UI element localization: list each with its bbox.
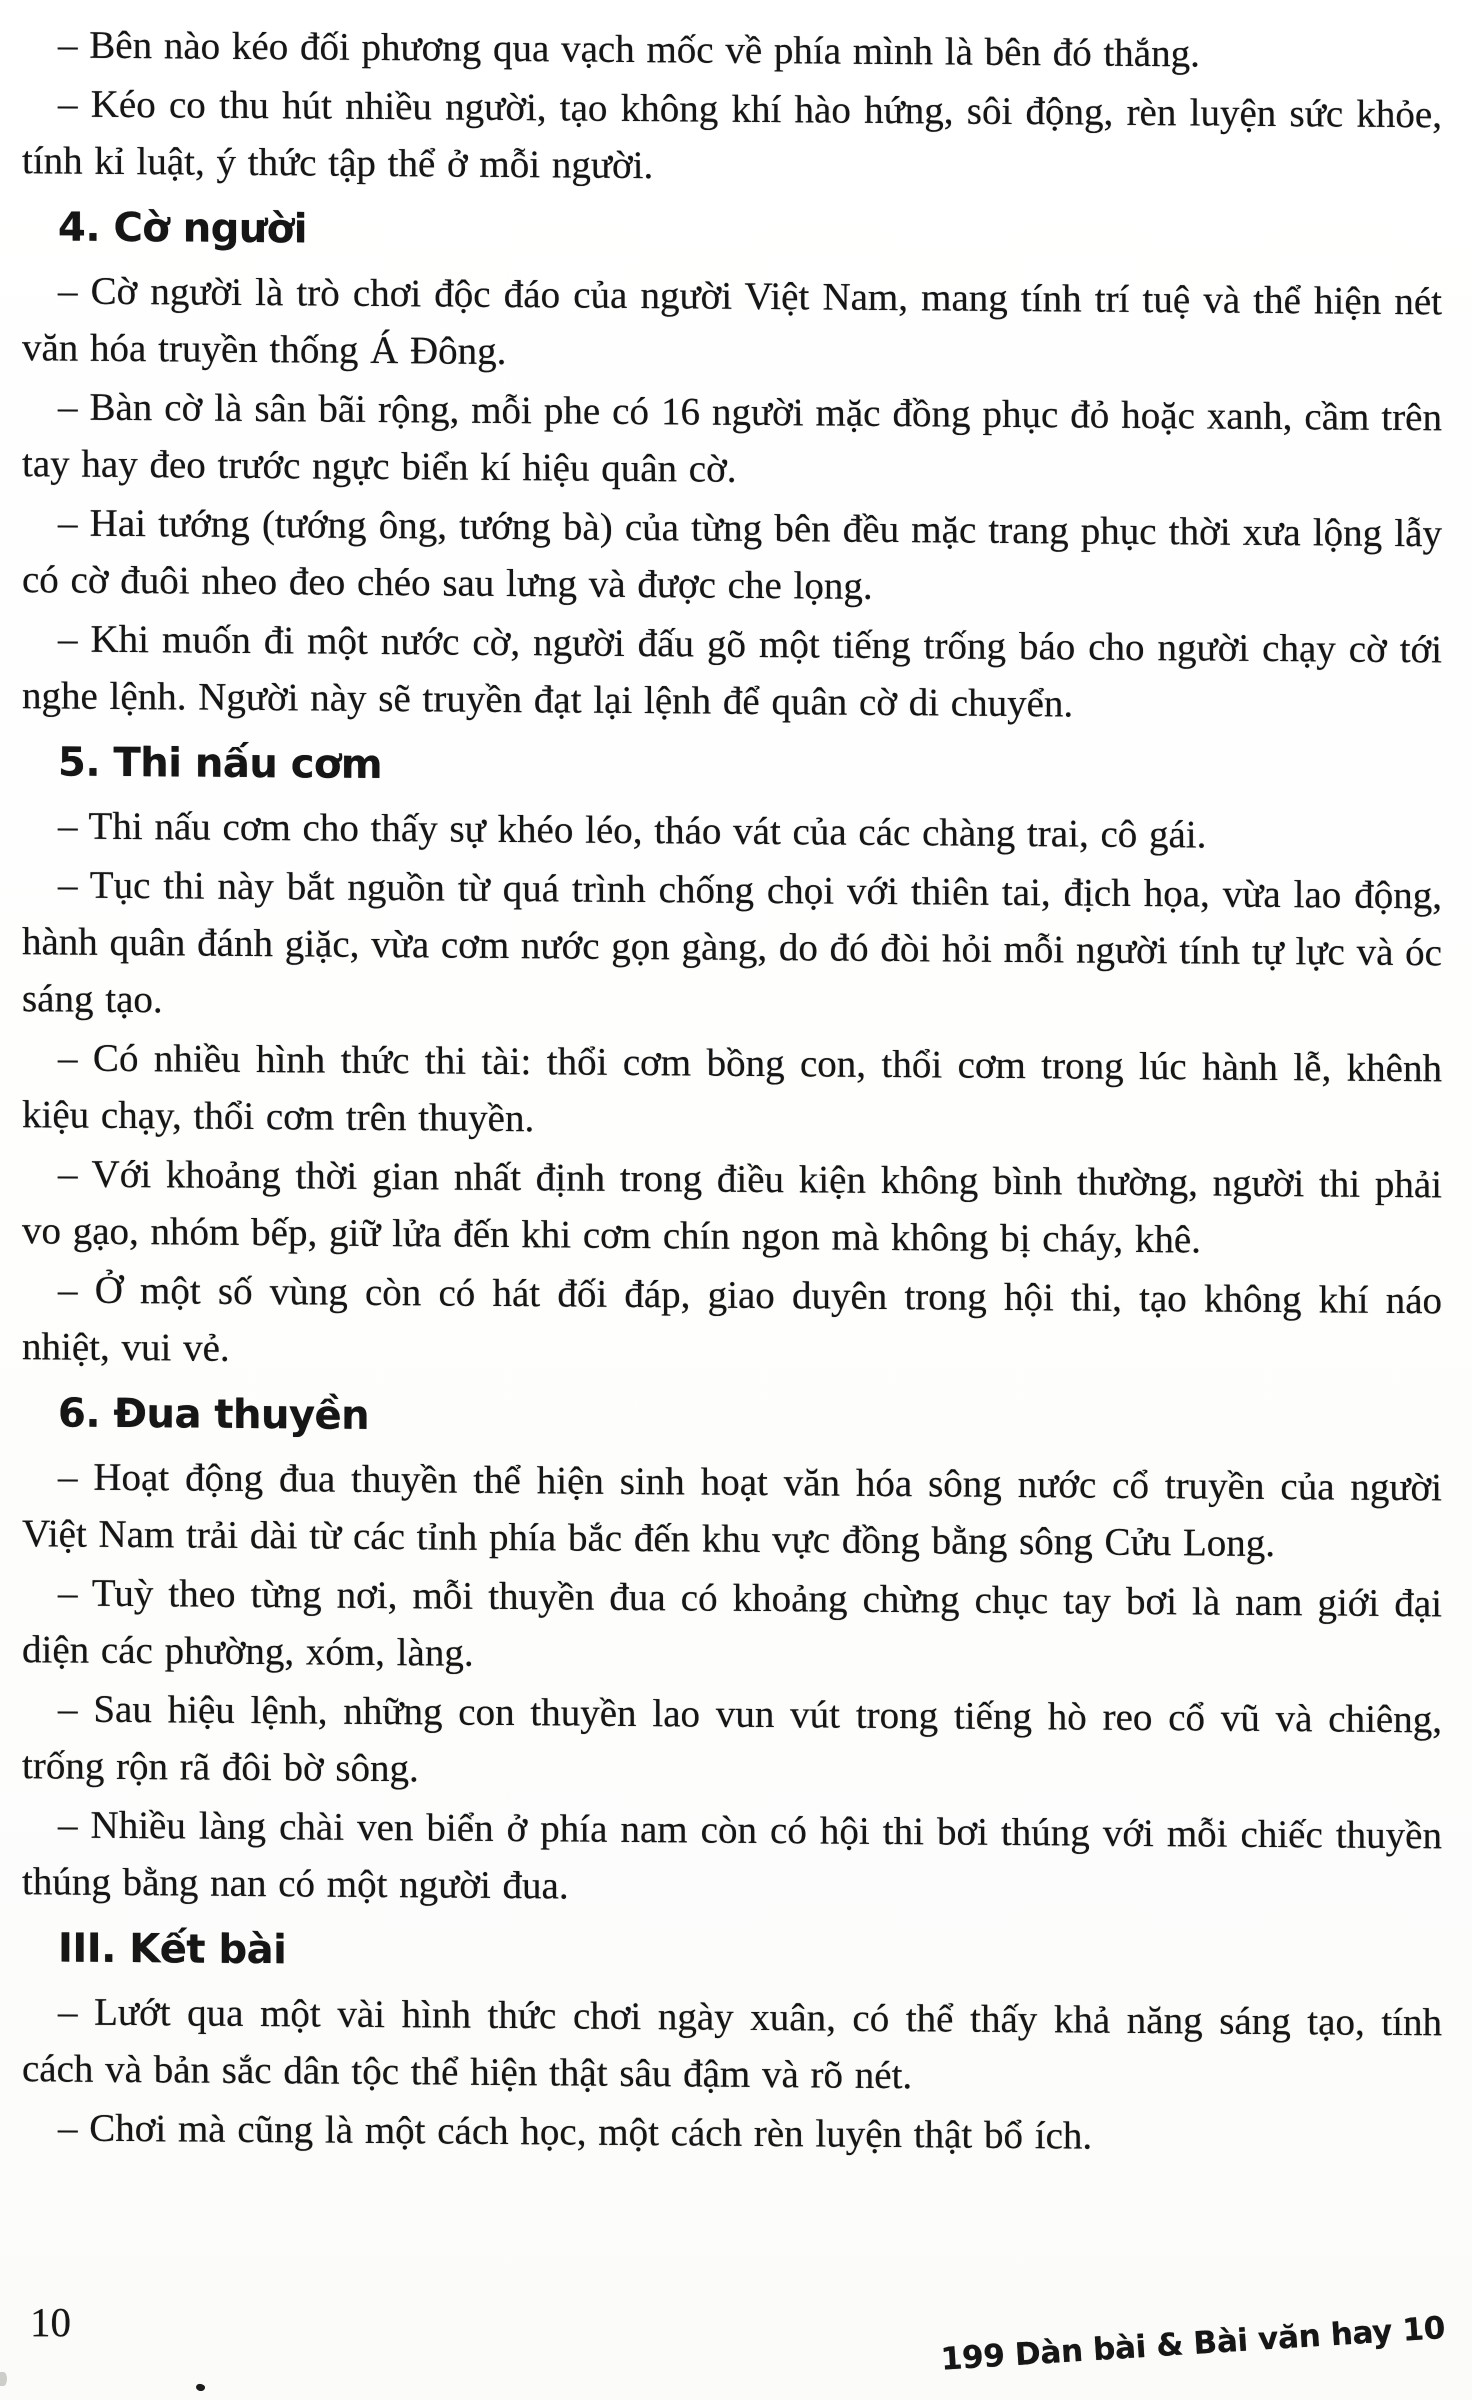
paragraph: – Có nhiều hình thức thi tài: thổi cơm bồng con, thổi cơm trong lúc hành lễ, khênh kiệu chạy, thổi cơm trên thuyền. xyxy=(22,1036,1442,1141)
scan-edge-smudge xyxy=(0,2372,7,2386)
paragraph: – Tuỳ theo từng nơi, mỗi thuyền đua có khoảng chừng chục tay bơi là nam giới đại diện các phường, xóm, làng. xyxy=(22,1571,1442,1675)
paragraph: – Lướt qua một vài hình thức chơi ngày xuân, có thể thấy khả năng sáng tạo, tính cách và bản sắc dân tộc thể hiện thật sâu đậm và rõ nét. xyxy=(22,1990,1442,2098)
section-heading-thi-nau-com: 5. Thi nấu cơm xyxy=(58,739,383,789)
page-footer xyxy=(0,2288,1472,2378)
paragraph: – Bên nào kéo đối phương qua vạch mốc về phía mình là bên đó thắng. xyxy=(58,23,1200,76)
section-heading-dua-thuyen: 6. Đua thuyền xyxy=(58,1390,370,1439)
paragraph: – Với khoảng thời gian nhất định trong điều kiện không bình thường, người thi phải vo gạo, nhóm bếp, giữ lửa đến khi cơm chín ngon mà không bị cháy, khê. xyxy=(22,1152,1442,1262)
paragraph: – Tục thi này bắt nguồn từ quá trình chống chọi với thiên tai, địch họa, vừa lao động, hành quân đánh giặc, vừa cơm nước gọn gàng, do đó đòi hỏi mỗi người tính tự lực và óc sáng tạo. xyxy=(22,863,1442,1022)
paragraph: – Nhiều làng chài ven biển ở phía nam còn có hội thi bơi thúng với mỗi chiếc thuyền thúng bằng nan có một người đua. xyxy=(22,1803,1442,1908)
paragraph: – Kéo co thu hút nhiều người, tạo không khí hào hứng, sôi động, rèn luyện sức khỏe, tính kỉ luật, ý thức tập thể ở mỗi người. xyxy=(22,82,1442,188)
paragraph: – Sau hiệu lệnh, những con thuyền lao vun vút trong tiếng hò reo cổ vũ và chiêng, trống rộn rã đôi bờ sông. xyxy=(22,1687,1442,1791)
paragraph: – Ở một số vùng còn có hát đối đáp, giao duyên trong hội thi, tạo không khí náo nhiệt, vui vẻ. xyxy=(22,1268,1442,1370)
scan-ink-dot xyxy=(195,2383,206,2392)
book-title-footer: 199 Dàn bài & Bài văn hay 10 xyxy=(939,2310,1446,2378)
section-heading-ket-bai: III. Kết bài xyxy=(58,1925,287,1974)
paragraph: – Bàn cờ là sân bãi rộng, mỗi phe có 16 người mặc đồng phục đỏ hoặc xanh, cầm trên tay hay đeo trước ngực biển kí hiệu quân cờ. xyxy=(22,385,1442,491)
paragraph: – Hai tướng (tướng ông, tướng bà) của từng bên đều mặc trang phục thời xưa lộng lẫy có cờ đuôi nheo đeo chéo sau lưng và được che lọng. xyxy=(22,501,1442,608)
paragraph: – Cờ người là trò chơi độc đáo của người Việt Nam, mang tính trí tuệ và thể hiện nét văn hóa truyền thống Á Đông. xyxy=(22,269,1442,373)
paragraph: – Chơi mà cũng là một cách học, một cách rèn luyện thật bổ ích. xyxy=(58,2106,1093,2158)
page-number: 10 xyxy=(30,2299,71,2345)
paragraph: – Khi muốn đi một nước cờ, người đấu gõ một tiếng trống báo cho người chạy cờ tới nghe lệnh. Người này sẽ truyền đạt lại lệnh để quân cờ di chuyển. xyxy=(22,617,1442,726)
section-heading-co-nguoi: 4. Cờ người xyxy=(58,204,307,253)
paragraph: – Thi nấu cơm cho thấy sự khéo léo, tháo vát của các chàng trai, cô gái. xyxy=(58,804,1207,857)
paragraph: – Hoạt động đua thuyền thể hiện sinh hoạt văn hóa sông nước cổ truyền của người Việt Nam trải dài từ các tỉnh phía bắc đến khu vực đồng bằng sông Cửu Long. xyxy=(22,1455,1442,1566)
